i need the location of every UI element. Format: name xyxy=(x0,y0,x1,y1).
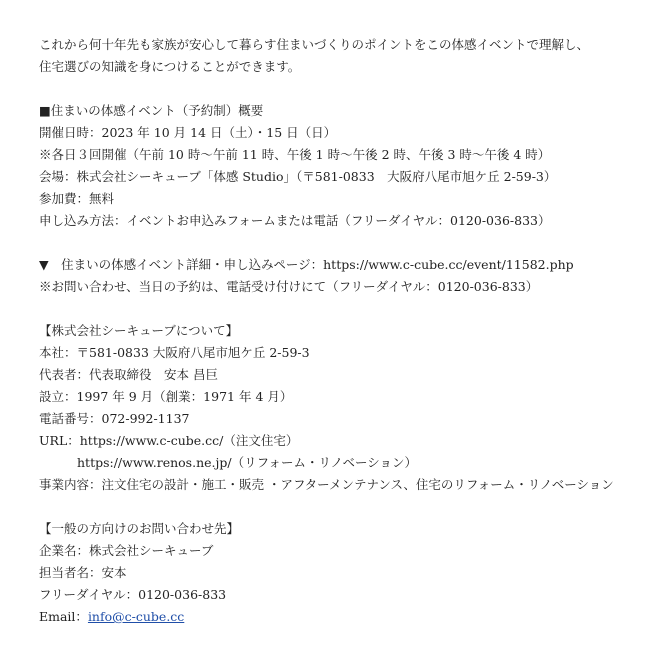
contact-person: 担当者名：安本 xyxy=(39,565,127,580)
company-hq: 本社：〒581-0833 大阪府八尾市旭ケ丘 2-59-3 xyxy=(39,345,310,360)
company-url-main: URL：https://www.c-cube.cc/（注文住宅） xyxy=(39,433,299,448)
contact-email-row xyxy=(39,606,619,628)
contact-heading: 【一般の方向けのお問い合わせ先】 xyxy=(39,521,240,536)
company-representative: 代表者：代表取締役 安本 昌巨 xyxy=(39,367,218,382)
event-apply: 申し込み方法：イベントお申込みフォームまたは電話（フリーダイヤル：0120-036-833） xyxy=(39,213,551,228)
event-heading: ■住まいの体感イベント（予約制）概要 xyxy=(39,103,264,118)
event-fee: 参加費：無料 xyxy=(39,191,115,206)
contact-email-label: Email： xyxy=(39,609,88,624)
company-business: 事業内容：注文住宅の設計・施工・販売 ・アフターメンテナンス、住宅のリフォーム・リノベーション xyxy=(39,477,614,492)
company-heading: 【株式会社シーキューブについて】 xyxy=(39,323,239,338)
company-url-reform: https://www.renos.ne.jp/（リフォーム・リノベーション） xyxy=(77,455,417,470)
event-sessions: ※各日３回開催（午前 10 時～午前 11 時、午後 1 時～午後 2 時、午後 3 時～午後 4 時） xyxy=(39,147,551,162)
event-inquiry: ※お問い合わせ、当日の予約は、電話受け付けにて（フリーダイヤル：0120-036-833） xyxy=(39,279,539,294)
event-date: 開催日時：2023 年 10 月 14 日（土）・15 日（日） xyxy=(39,125,337,140)
event-detail-page: ▼ 住まいの体感イベント詳細・申し込みページ：https://www.c-cube.cc/event/11582.php xyxy=(39,257,574,272)
company-founded: 設立：1997 年 9 月（創業：1971 年 4 月） xyxy=(39,389,293,404)
intro-line-1: これから何十年先も家族が安心して暮らす住まいづくりのポイントをこの体感イベントで理解し、 xyxy=(39,37,590,52)
press-release-body xyxy=(39,34,619,628)
contact-email-link[interactable]: info@c-cube.cc xyxy=(87,609,185,624)
intro-line-2: 住宅選びの知識を身につけることができます。 xyxy=(39,59,301,74)
company-tel: 電話番号：072-992-1137 xyxy=(39,411,190,426)
contact-company: 企業名：株式会社シーキューブ xyxy=(39,543,214,558)
contact-freedial: フリーダイヤル：0120-036-833 xyxy=(39,587,227,602)
event-venue: 会場：株式会社シーキューブ「体感 Studio」（〒581-0833 大阪府八尾市旭ケ丘 2-59-3） xyxy=(39,169,557,184)
